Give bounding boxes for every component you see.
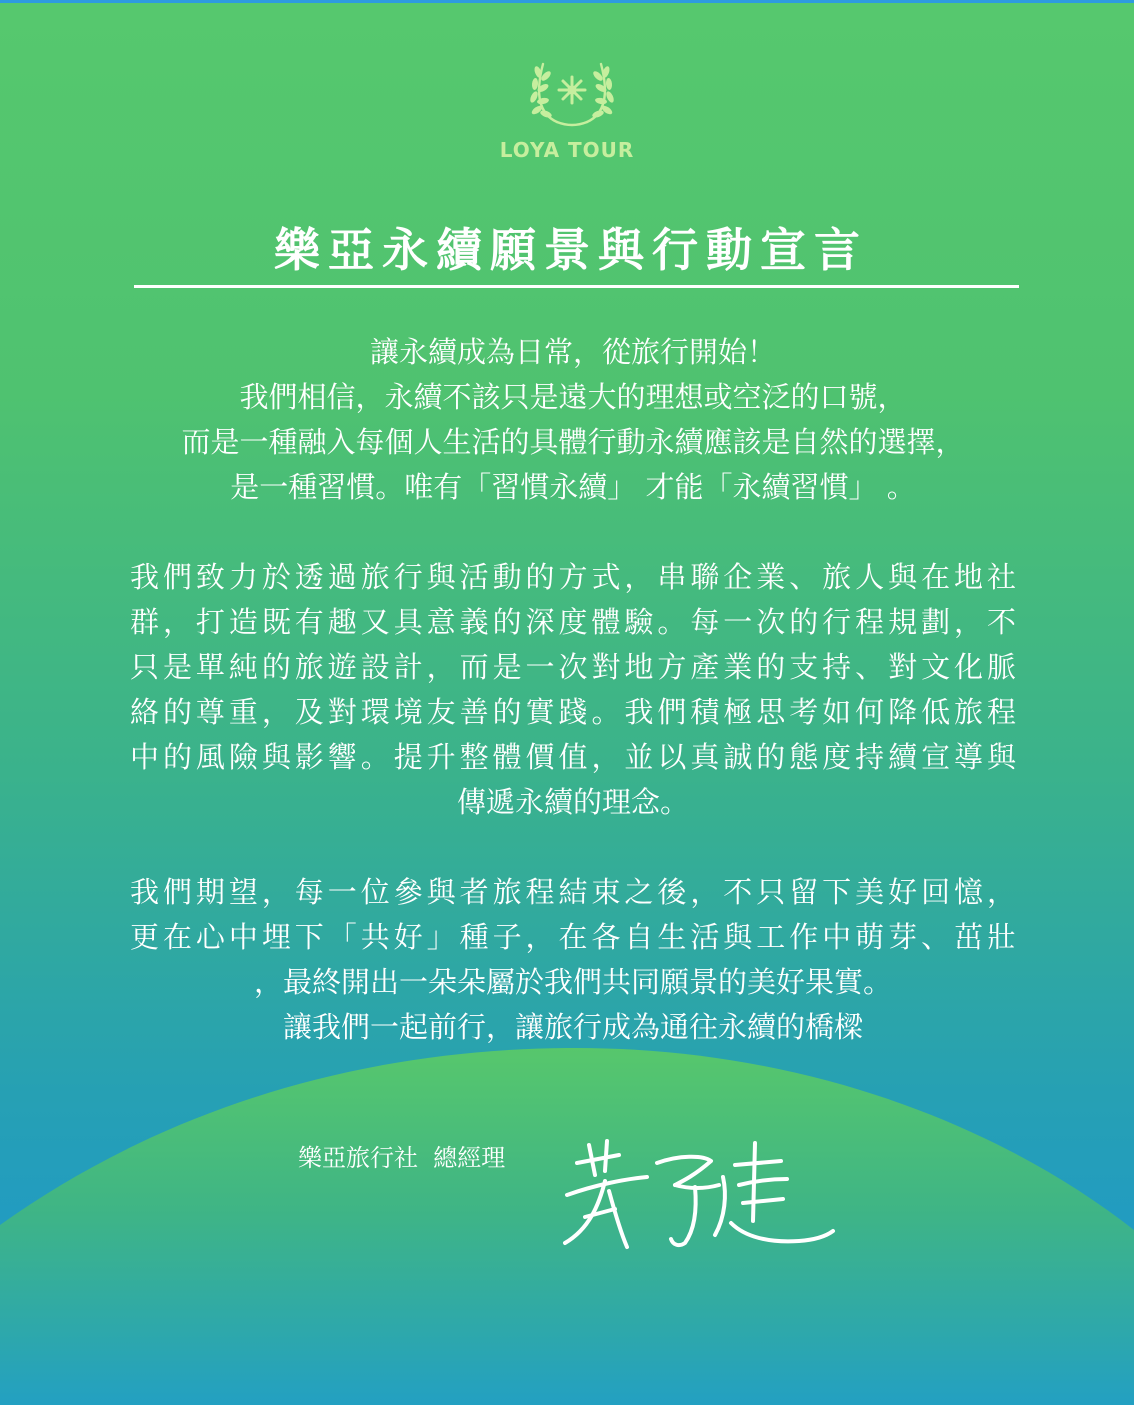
text-line: 而是一種融入每個人生活的具體行動永續應該是自然的選擇， xyxy=(181,425,965,459)
page-title: 樂亞永續願景與行動宣言 xyxy=(274,223,868,277)
text-line: 讓我們一起前行，讓旅行成為通往永續的橋樑 xyxy=(282,1010,863,1044)
top-rule xyxy=(0,0,1134,3)
text-line: 我們相信，永續不該只是遠大的理想或空泛的口號， xyxy=(239,380,907,414)
brand-name: LOYA TOUR xyxy=(499,138,635,162)
text-line: 是一種習慣。唯有「習慣永續」 才能「永續習慣」 。 xyxy=(230,470,916,504)
text-line: 我們致力於透過旅行與活動的方式，串聯企業、旅人與在地社 xyxy=(130,560,1016,594)
text-line: 更在心中埋下「共好」種子，在各自生活與工作中萌芽、茁壯 xyxy=(130,920,1016,954)
handwritten-signature xyxy=(555,1125,840,1260)
text-line: 讓永續成為日常，從旅行開始！ xyxy=(369,335,776,369)
text-line: ，最終開出一朵朵屬於我們共同願景的美好果實。 xyxy=(253,965,892,999)
paragraph-vision xyxy=(130,870,1016,1050)
text-line: 只是單純的旅遊設計，而是一次對地方產業的支持、對文化脈 xyxy=(130,650,1016,684)
text-line: 絡的尊重，及對環境友善的實踐。我們積極思考如何降低旅程 xyxy=(130,695,1016,729)
text-line: 傳遞永續的理念。 xyxy=(456,785,689,819)
signer-title: 樂亞旅行社 總經理 xyxy=(298,1144,506,1172)
text-line: 群，打造既有趣又具意義的深度體驗。每一次的行程規劃，不 xyxy=(130,605,1016,639)
laurel-wreath-icon xyxy=(517,52,627,132)
title-underline xyxy=(134,285,1019,288)
declaration-body xyxy=(130,330,1016,1095)
paragraph-commitment xyxy=(130,555,1016,825)
paragraph-intro xyxy=(130,330,1016,510)
text-line: 我們期望，每一位參與者旅程結束之後，不只留下美好回憶， xyxy=(130,875,1016,909)
text-line: 中的風險與影響。提升整體價值，並以真誠的態度持續宣導與 xyxy=(130,740,1016,774)
